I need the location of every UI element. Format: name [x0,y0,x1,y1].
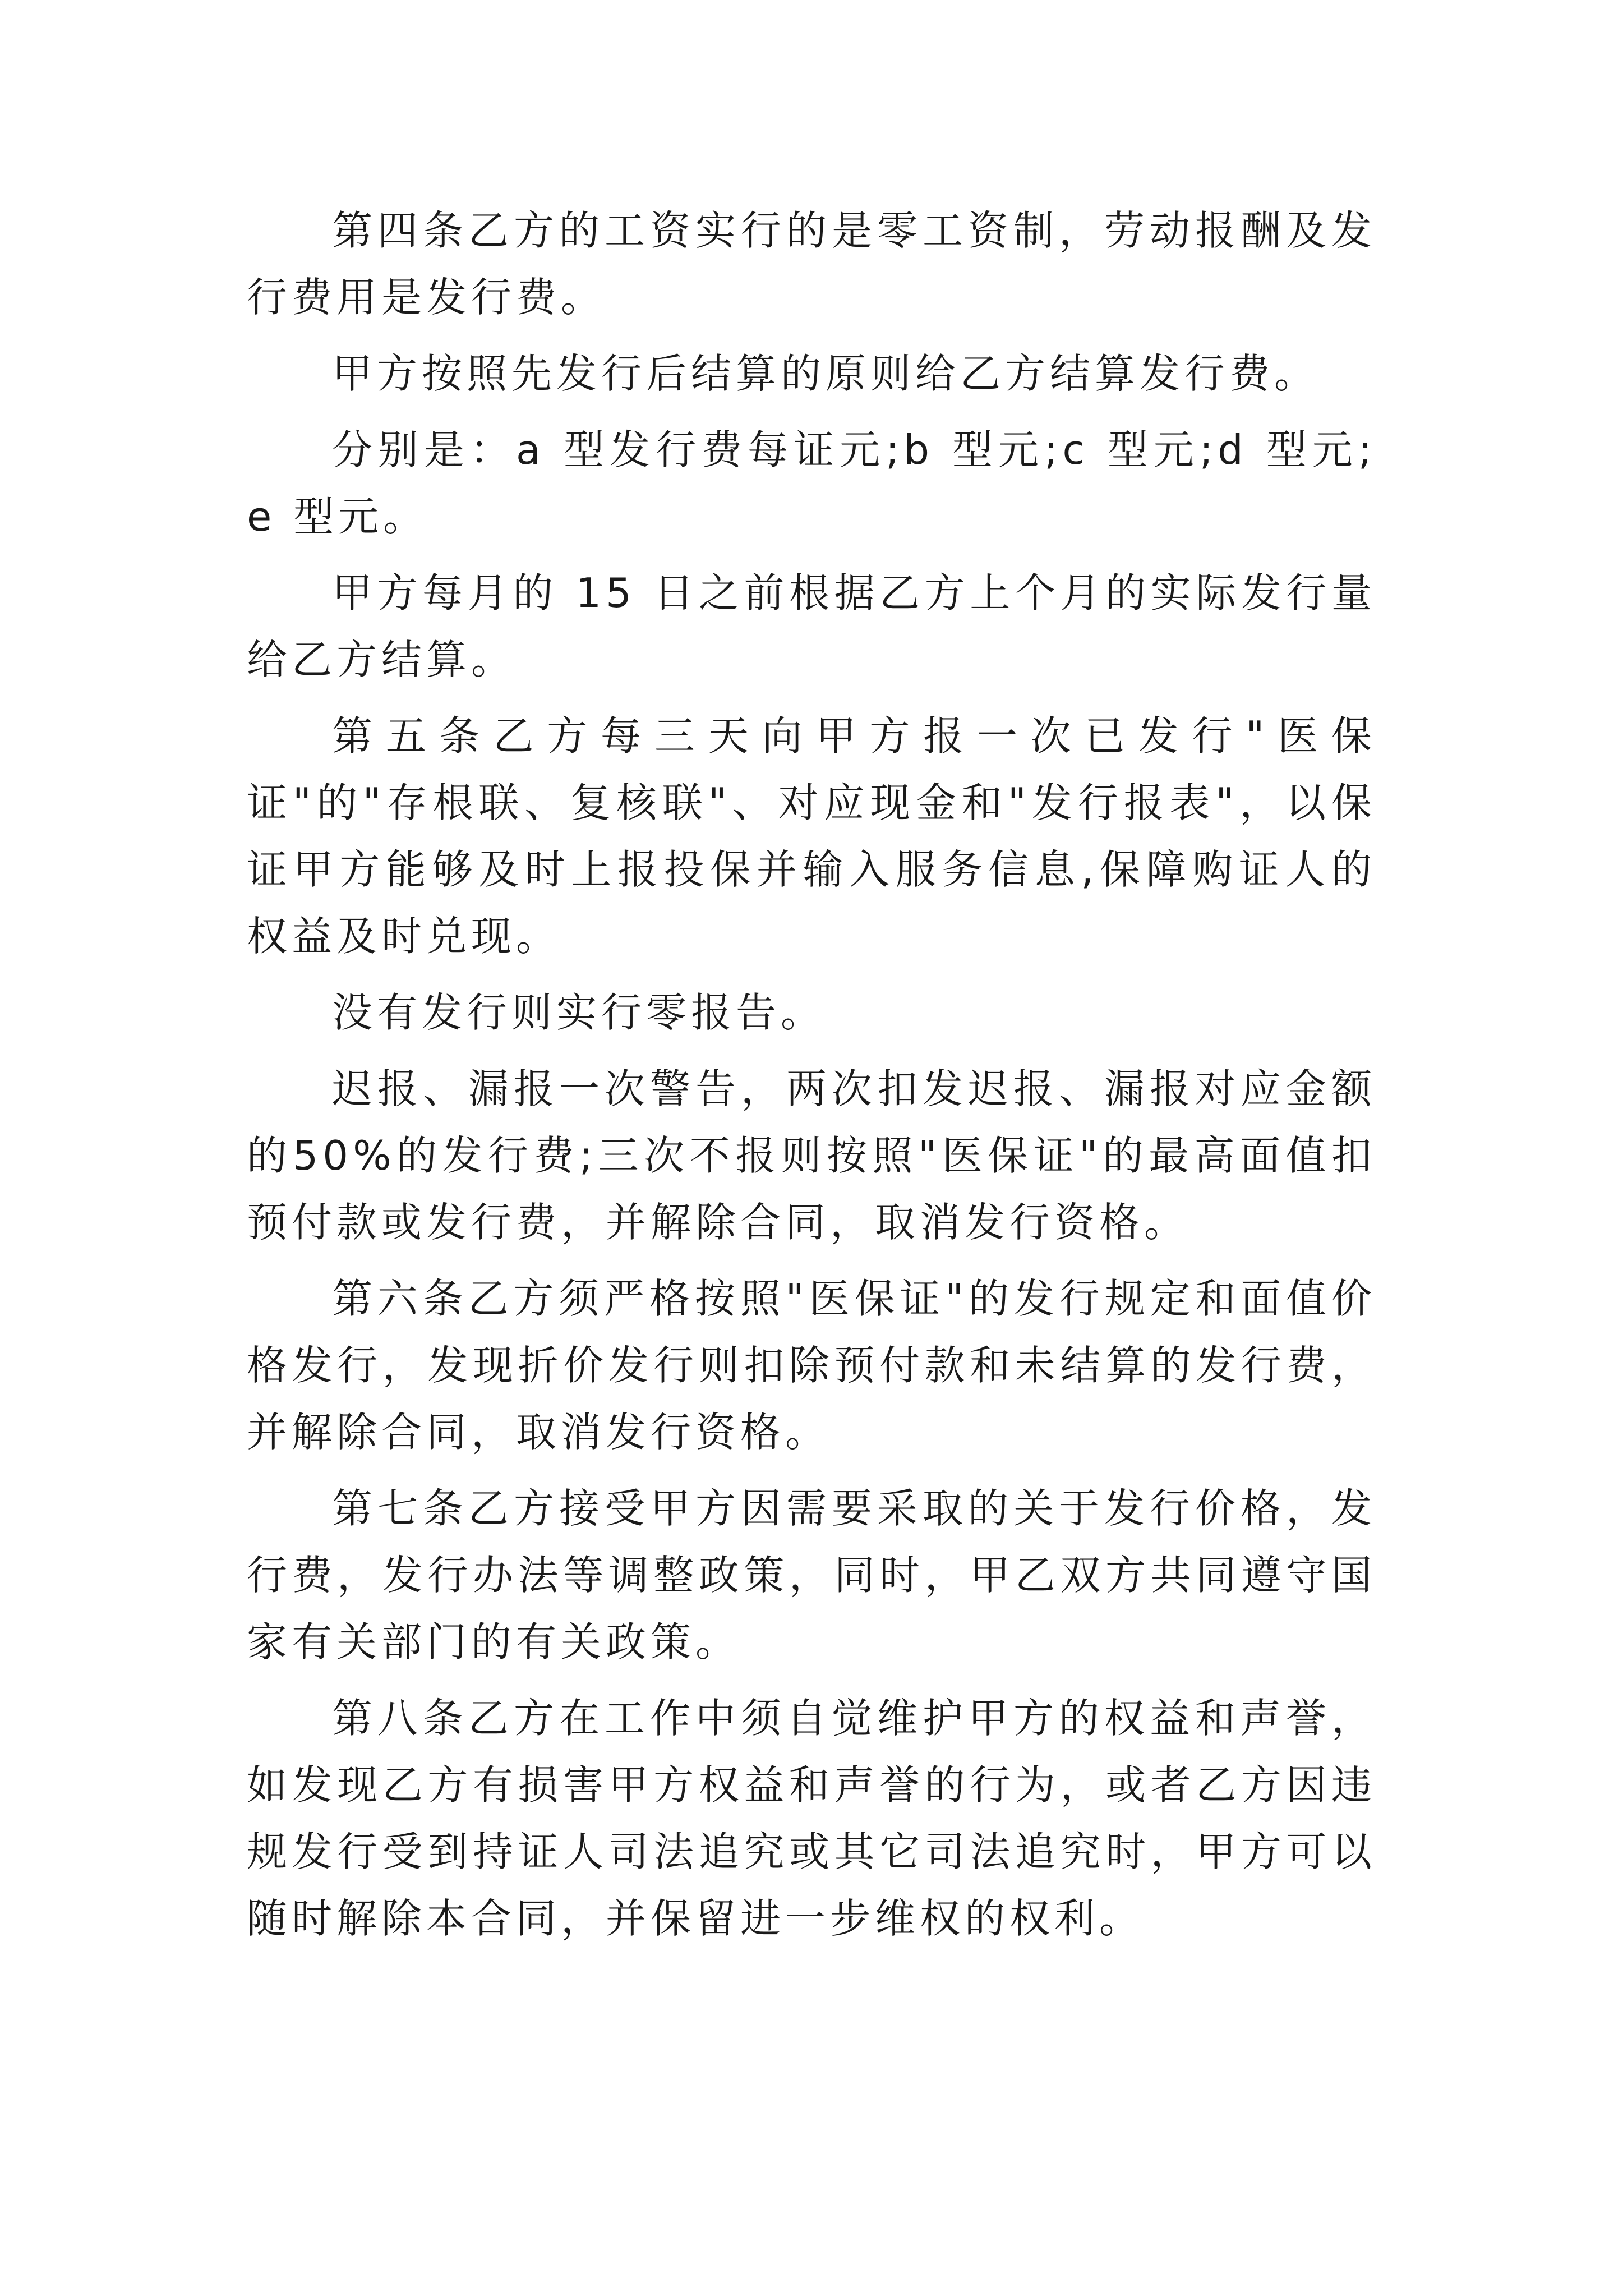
paragraph-fee-types: 分别是：a 型发行费每证元;b 型元;c 型元;d 型元;e 型元。 [247,426,1376,540]
paragraph-article-5: 第五条乙方每三天向甲方报一次已发行"医保证"的"存根联、复核联"、对应现金和"发行报表"，以保证甲方能够及时上报投保并输入服务信息,保障购证人的权益及时兑现。 [247,712,1376,960]
paragraph-settlement-principle: 甲方按照先发行后结算的原则给乙方结算发行费。 [332,350,1320,397]
paragraph-article-4: 第四条乙方的工资实行的是零工资制，劳动报酬及发行费用是发行费。 [247,207,1376,321]
paragraph-article-6: 第六条乙方须严格按照"医保证"的发行规定和面值价格发行，发现折价发行则扣除预付款和未结算的发行费，并解除合同，取消发行资格。 [247,1275,1376,1456]
paragraph-article-7: 第七条乙方接受甲方因需要采取的关于发行价格，发行费，发行办法等调整政策，同时，甲乙双方共同遵守国家有关部门的有关政策。 [247,1485,1376,1665]
paragraph-article-8: 第八条乙方在工作中须自觉维护甲方的权益和声誉，如发现乙方有损害甲方权益和声誉的行为，或者乙方因违规发行受到持证人司法追究或其它司法追究时，甲方可以随时解除本合同，并保留进一步维权的权利。 [247,1695,1376,1942]
document-body [247,197,1376,1962]
paragraph-zero-report: 没有发行则实行零报告。 [332,989,826,1036]
paragraph-monthly-settlement: 甲方每月的 15 日之前根据乙方上个月的实际发行量给乙方结算。 [247,569,1376,683]
paragraph-late-report-penalty: 迟报、漏报一次警告，两次扣发迟报、漏报对应金额的50%的发行费;三次不报则按照"医保证"的最高面值扣预付款或发行费，并解除合同，取消发行资格。 [247,1065,1376,1246]
